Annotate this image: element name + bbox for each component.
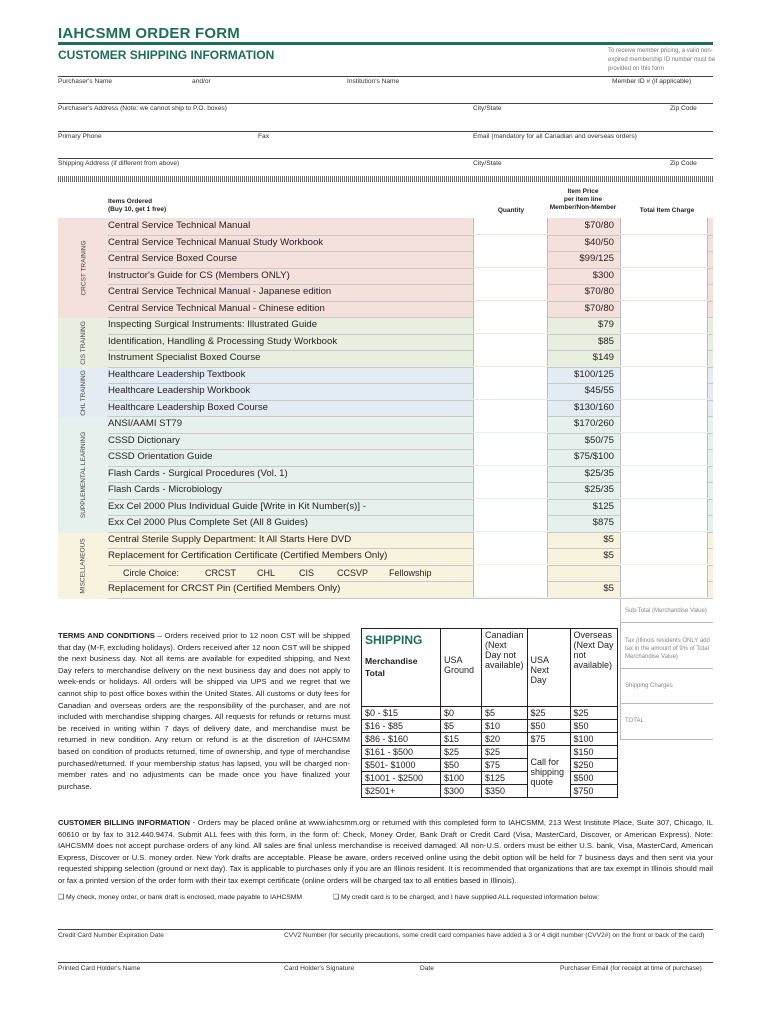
item-price-header — [538, 188, 628, 212]
item-name: Healthcare Leadership Textbook — [108, 368, 246, 380]
shipping-cell: $100 — [570, 733, 617, 746]
shipping-cell: $500 — [570, 772, 617, 785]
table-row — [108, 581, 713, 598]
item-name: Replacement for Certification Certificate (Certified Members Only) — [108, 550, 388, 561]
shipping-row — [362, 733, 618, 746]
city-state-label-2: City/State — [473, 160, 502, 167]
shipping-cell: $5 — [482, 707, 528, 720]
item-price: $125 — [592, 500, 614, 512]
table-row — [108, 350, 713, 367]
item-price: $70/80 — [584, 220, 614, 231]
shipping-line-sum — [620, 703, 713, 704]
buy-note-label: (Buy 10, get 1 free) — [108, 206, 167, 213]
item-price-line-3: Member/Non-Member — [549, 204, 617, 211]
table-row — [108, 449, 713, 466]
item-price: $25/35 — [584, 467, 614, 479]
table-row — [108, 532, 713, 549]
table-row — [108, 383, 713, 400]
member-id-label: Member ID # (if applicable) — [612, 78, 692, 85]
table-row — [108, 251, 713, 268]
total-charge-cell — [620, 334, 708, 350]
item-name: Exx Cel 2000 Plus Complete Set (All 8 Guides) — [108, 517, 308, 528]
item-name: Flash Cards - Surgical Procedures (Vol. 1) — [108, 467, 288, 479]
shipping-cell: $50 — [441, 759, 482, 772]
total-charge-cell — [620, 301, 708, 317]
total-charge-cell — [620, 433, 708, 449]
table-row — [108, 218, 713, 235]
table-row — [108, 284, 713, 301]
shipping-cell: $50 — [527, 720, 570, 733]
usa-next-day-header: USA Next Day — [527, 629, 570, 707]
shipping-rate-table — [361, 628, 618, 798]
billing-info — [58, 817, 713, 886]
item-name: Central Sterile Supply Department: It All Starts Here DVD — [108, 533, 352, 545]
item-name: Replacement for CRCST Pin (Certified Members Only) — [108, 583, 341, 594]
shipping-address-label: Shipping Address (if different from above) — [58, 160, 180, 167]
shipping-cell: $350 — [482, 785, 528, 798]
shipping-cell: $125 — [482, 772, 528, 785]
total-charge-cell — [620, 499, 708, 515]
shipping-cell: $25 — [482, 746, 528, 759]
fax-label: Fax — [258, 133, 269, 140]
email-label: Email (mandatory for all Canadian and overseas orders) — [473, 133, 637, 140]
total-line — [620, 739, 713, 740]
form-title: IAHCSMM ORDER FORM — [58, 25, 240, 42]
quantity-input[interactable] — [473, 565, 548, 581]
item-name: Inspecting Surgical Instruments: Illustrated Guide — [108, 319, 318, 330]
member-pricing-note: To receive member pricing, a valid non-expired membership ID number must be provided on this form — [608, 48, 716, 72]
total-charge-cell — [620, 548, 708, 564]
item-price-line-2: per item line — [563, 196, 603, 203]
item-name: Instructor's Guide for CS (Members ONLY) — [108, 269, 290, 281]
table-row — [108, 548, 713, 565]
choice-ccsvp[interactable]: CCSVP — [337, 568, 369, 578]
shipping-cell: $75 — [482, 759, 528, 772]
table-row — [108, 400, 713, 417]
shipping-cell: $25 — [441, 746, 482, 759]
table-row — [108, 367, 713, 384]
shipping-cell: $300 — [441, 785, 482, 798]
shipping-cell: $1001 - $2500 — [362, 772, 441, 785]
shipping-info-heading: CUSTOMER SHIPPING INFORMATION — [58, 48, 275, 62]
shipping-cell: $15 — [441, 733, 482, 746]
cis-label-text: CIS TRAINING — [80, 321, 87, 365]
card-number-label: Credit Card Number Expiration Date — [58, 932, 164, 939]
total-charge-cell — [620, 482, 708, 498]
item-price: $5 — [603, 533, 614, 545]
shipping-row — [362, 707, 618, 720]
tax-label: Tax (Illinois residents ONLY add tax in the amount of 9% of Total Merchandise Value) — [625, 638, 710, 660]
total-charge-cell — [620, 581, 708, 597]
shipping-cell: $25 — [527, 707, 570, 720]
shipping-row — [362, 785, 618, 798]
shipping-cell: $750 — [570, 785, 617, 798]
item-price: $79 — [597, 319, 614, 330]
total-charge-cell — [620, 383, 708, 399]
total-charge-cell — [620, 449, 708, 465]
call-for-quote-cell: Call for shipping quote — [527, 746, 570, 798]
name-line — [58, 76, 713, 77]
shipping-row — [362, 746, 618, 759]
item-price: $75/$100 — [573, 451, 614, 462]
total-charge-cell — [620, 235, 708, 251]
subtotal-line — [620, 622, 713, 623]
signature-label: Card Holder's Signature — [284, 965, 355, 972]
terms-heading: TERMS AND CONDITIONS — [58, 631, 155, 640]
item-price: $25/35 — [584, 484, 614, 495]
title-rule — [58, 42, 713, 45]
cvv-label: CVV2 Number (for security precautions, some credit card companies have added a 3 or 4 digit number (CVV2#) on the front or back of the card) — [284, 932, 705, 939]
and-or-label: and/or — [192, 78, 211, 85]
item-price: $85 — [597, 335, 614, 347]
total-charge-cell — [620, 284, 708, 300]
tax-line — [620, 668, 713, 669]
terms-body: – Orders received prior to 12 noon CST will be shipped that day (M-F, excluding holidays). Orders received after 12 noon CST will be shipped the next business day. Not all items are available for expedited shipping, and Next Day refers to merchandise delivery on the next business day and does not apply to week-ends or holidays. All orders will be shipped via UPS and we regret that we cannot ship to post office boxes within the United States. All customs or duty fees for Canadian and overseas orders are the responsibility of the purchaser, and are not included with merchandise shipping charges. All requests for refunds or returns must be received in writing within 7 days of delivery date, and merchandise must be returned in new condition. Any return or refund is at the discretion of IAHCSMM based on condition of products returned, time of ownership, and type of merchandise purchased/returned. If your membership status has lapsed, you will be charged non-member rates and no adjustments can be made once you have finalized your purchase. — [58, 631, 350, 791]
item-price: $99/125 — [579, 253, 614, 264]
choice-crcst[interactable]: CRCST — [205, 568, 236, 578]
item-price: $5 — [603, 550, 614, 561]
shipping-row — [362, 772, 618, 785]
item-price: $5 — [603, 583, 614, 594]
subtotal-label: Sub-Total (Merchandise Value) — [625, 608, 707, 614]
item-name: Identification, Handling & Processing Study Workbook — [108, 335, 338, 347]
signature-field[interactable] — [58, 951, 713, 961]
item-price: $130/160 — [573, 401, 614, 413]
signature-line — [58, 962, 713, 963]
total-charge-cell — [620, 317, 708, 333]
purchaser-name-label: Purchaser's Name — [58, 78, 113, 85]
city-state-label: City/State — [473, 105, 502, 112]
billing-body: - Orders may be placed online at www.iahcsmm.org or returned with this completed form to IAHCSMM, 213 West Institute Place, Suite 307, Chicago, IL 60610 or by fax to 312.440.9474. Submit ALL fees with this form, in the form of: Check, Money Order, Bank Draft or Credit Card (Visa, MasterCard, Discover, or American Express). Note: IAHCSMM does not accept purchase orders of any kind. All sales are final unless merchandise is received damaged. All non-U.S. orders must be either U.S. bank, Visa, MasterCard, American Express, Discover or U.S. money order. New York drafts are acceptable. Please be aware, orders received online using the debit option will be held for 7 business days and then sent via your requested shipping selection (ground or next day). Tax is applicable to purchases only if you are an Illinois resident. It is recommended that organizations that are tax exempt in Illinois should mail or fax a printed version of the order form with their tax exempt certificate (online orders will be charged tax to all entities based in Illinois). — [58, 818, 713, 885]
circle-choice-label: Circle Choice: — [123, 568, 180, 578]
shipping-address-field[interactable] — [58, 148, 713, 156]
items-ordered-header — [108, 198, 166, 214]
total-charge-cell — [620, 350, 708, 366]
card-option-text: My credit card is to be charged, and I have supplied ALL requested information below: — [340, 894, 600, 901]
item-price-line-1: Item Price — [567, 188, 599, 195]
section-divider — [58, 176, 713, 182]
card-option[interactable]: ❑ My credit card is to be charged, and I have supplied ALL requested information below: — [333, 894, 600, 901]
canadian-header: Canadian (Next Day not available) — [482, 629, 528, 707]
shipping-cell: $2501+ — [362, 785, 441, 798]
shipping-cell: $50 — [570, 720, 617, 733]
item-name: Exx Cel 2000 Plus Individual Guide [Write in Kit Number(s)] - — [108, 500, 366, 512]
shipping-cell: $10 — [482, 720, 528, 733]
item-price: $45/55 — [584, 385, 614, 396]
item-name: Healthcare Leadership Workbook — [108, 385, 251, 396]
choice-cis[interactable]: CIS — [299, 568, 315, 578]
purchaser-email-label: Purchaser Email (for receipt at time of purchase) — [560, 965, 702, 972]
total-charge-header: Total Item Charge — [639, 207, 695, 214]
purchaser-address-field[interactable] — [58, 95, 713, 103]
shipping-line — [58, 158, 713, 159]
item-name: Central Service Technical Manual - Chinese edition — [108, 302, 325, 314]
shipping-cell: $150 — [570, 746, 617, 759]
item-price: $300 — [592, 269, 614, 281]
table-row — [108, 482, 713, 499]
item-price: $149 — [592, 352, 614, 363]
table-row — [108, 499, 713, 516]
item-price: $70/80 — [584, 302, 614, 314]
usa-ground-header: USA Ground — [441, 629, 482, 707]
table-row — [108, 235, 713, 252]
item-name: CSSD Orientation Guide — [108, 451, 213, 462]
phone-line — [58, 131, 713, 132]
item-name: Central Service Technical Manual — [108, 220, 251, 231]
table-row — [108, 433, 713, 450]
chl-section-label — [60, 368, 108, 417]
total-charge-cell — [620, 416, 708, 432]
purchaser-address-label: Purchaser's Address (Note: we cannot ship to P.O. boxes) — [58, 105, 227, 112]
check-option[interactable]: ❑ My check, money order, or bank draft is enclosed, made payable to IAHCSMM — [58, 894, 303, 901]
zip-code-label-2: Zip Code — [670, 160, 697, 167]
item-price: $40/50 — [584, 236, 614, 248]
address-line — [58, 103, 713, 104]
total-charge-cell — [620, 466, 708, 482]
total-charge-cell — [620, 268, 708, 284]
table-row — [108, 466, 713, 483]
check-option-text: My check, money order, or bank draft is enclosed, made payable to IAHCSMM — [65, 894, 303, 901]
shipping-cell: $0 — [441, 707, 482, 720]
item-price: $50/75 — [584, 434, 614, 446]
shipping-cell: $16 - $85 — [362, 720, 441, 733]
supplemental-label-text: SUPPLEMENTAL LEARNING — [80, 431, 88, 519]
items-ordered-label: Items Ordered — [108, 198, 153, 205]
phone-email-field[interactable] — [58, 122, 713, 130]
total-charge-cell — [620, 532, 708, 548]
shipping-row — [362, 720, 618, 733]
total-charge-cell — [620, 515, 708, 531]
card-number-field[interactable] — [58, 918, 713, 928]
item-price: $875 — [592, 517, 614, 528]
choice-chl[interactable]: CHL — [257, 568, 276, 578]
item-name: Flash Cards - Microbiology — [108, 484, 223, 495]
shipping-row — [362, 759, 618, 772]
quantity-header: Quantity — [497, 207, 525, 214]
crcst-label-text: CRCST TRAINING — [80, 240, 88, 296]
shipping-header-cell — [362, 629, 441, 707]
table-row — [108, 515, 713, 532]
item-name: Healthcare Leadership Boxed Course — [108, 401, 268, 413]
cis-section-label — [60, 318, 108, 368]
table-row — [108, 268, 713, 285]
overseas-header: Overseas (Next Day not available) — [570, 629, 617, 707]
item-name: Central Service Technical Manual Study Workbook — [108, 236, 324, 248]
shipping-cell: $161 - $500 — [362, 746, 441, 759]
merchandise-total-header: Merchandise Total — [365, 656, 418, 678]
total-label: TOTAL — [625, 718, 644, 724]
primary-phone-label: Primary Phone — [58, 133, 102, 140]
crcst-section-label — [60, 218, 108, 318]
shipping-cell: $0 - $15 — [362, 707, 441, 720]
shipping-cell: $20 — [482, 733, 528, 746]
terms-and-conditions — [58, 630, 350, 792]
total-charge-cell — [620, 400, 708, 416]
supplemental-section-label — [60, 417, 108, 533]
shipping-cell: $25 — [570, 707, 617, 720]
item-name: Instrument Specialist Boxed Course — [108, 352, 261, 363]
chl-label-text: CHL TRAINING — [79, 369, 87, 416]
item-name: ANSI/AAMI ST79 — [108, 418, 183, 429]
item-name: Central Service Boxed Course — [108, 253, 238, 264]
zip-code-label: Zip Code — [670, 105, 697, 112]
shipping-cell: $75 — [527, 733, 570, 746]
shipping-cell: $86 - $160 — [362, 733, 441, 746]
misc-section-label — [60, 533, 108, 599]
shipping-cell: $501- $1000 — [362, 759, 441, 772]
item-price: $100/125 — [573, 368, 614, 380]
item-price: $170/260 — [573, 418, 614, 429]
shipping-cell: $100 — [441, 772, 482, 785]
total-charge-cell — [620, 218, 708, 234]
card-number-line — [58, 929, 713, 930]
shipping-charges-label: Shipping Charges — [625, 683, 673, 689]
shipping-cell: $250 — [570, 759, 617, 772]
total-charge-cell — [620, 367, 708, 383]
table-row — [108, 317, 713, 334]
table-row — [108, 301, 713, 318]
table-row — [108, 416, 713, 433]
total-charge-cell — [620, 251, 708, 267]
billing-heading: CUSTOMER BILLING INFORMATION — [58, 818, 190, 827]
choice-fellowship[interactable]: Fellowship — [389, 568, 432, 578]
date-label: Date — [420, 965, 434, 972]
table-row — [108, 334, 713, 351]
item-price: $70/80 — [584, 286, 614, 297]
printed-name-label: Printed Card Holder's Name — [58, 965, 141, 972]
institution-name-label: Institution's Name — [347, 78, 400, 85]
shipping-cell: $5 — [441, 720, 482, 733]
shipping-rows — [362, 707, 618, 798]
shipping-title: SHIPPING — [365, 633, 423, 647]
item-name: Central Service Technical Manual - Japanese edition — [108, 286, 332, 297]
total-charge-cell — [620, 565, 708, 581]
item-name: CSSD Dictionary — [108, 434, 180, 446]
misc-label-text: MISCELLANEOUS — [80, 538, 87, 594]
